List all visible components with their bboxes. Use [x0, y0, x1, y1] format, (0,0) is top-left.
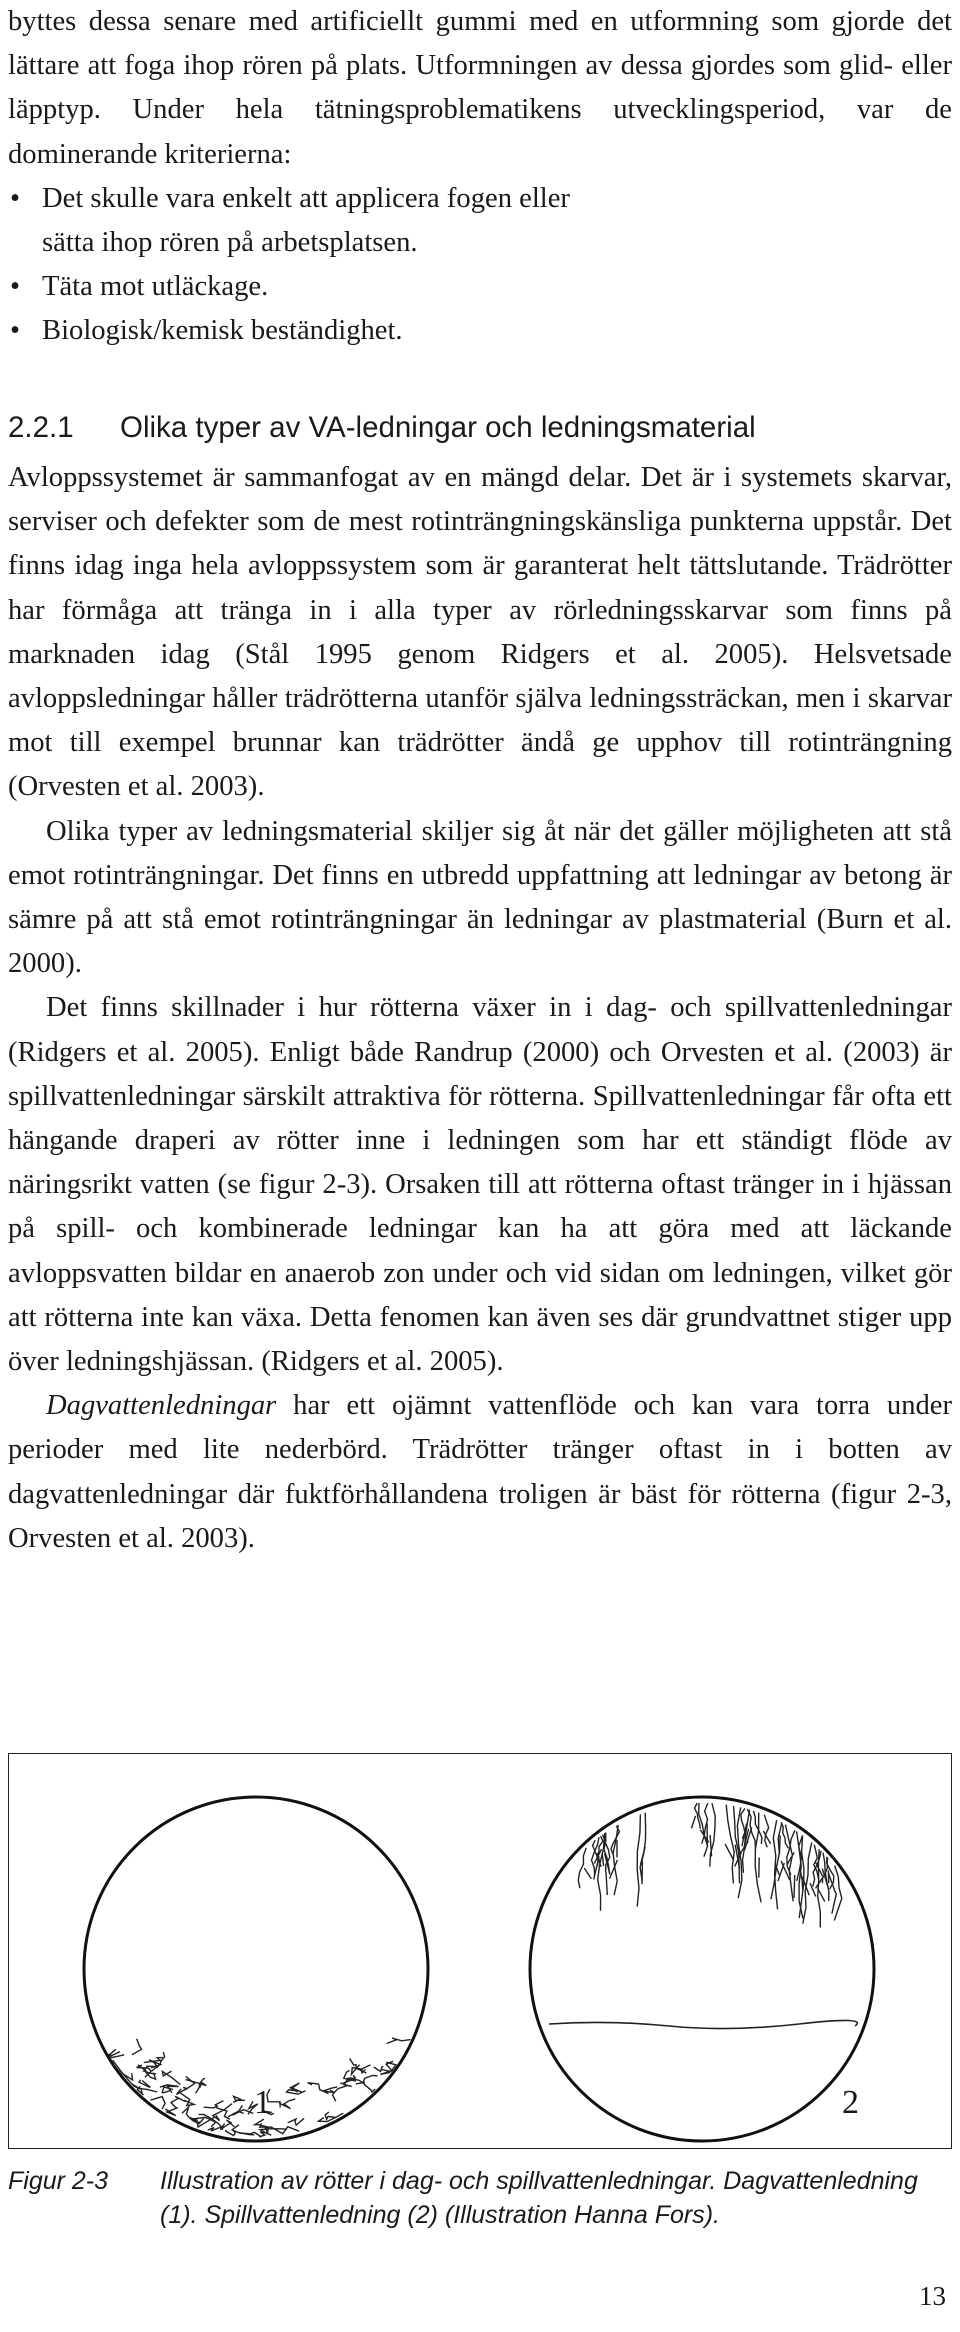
root-branch [606, 1872, 607, 1895]
root-strand [171, 2096, 185, 2107]
caption-text: Illustration av rötter i dag- och spillvattenledningar. Dagvattenledning (1). Spillvattenledning (2) (Illustration Hanna Fors). [160, 2167, 918, 2229]
section-heading [8, 411, 756, 445]
root-strand [204, 2101, 224, 2108]
criteria-item: • Biologisk/kemisk beständighet. [8, 309, 952, 353]
roots-hanging-icon [578, 1803, 842, 1928]
figure-label-2: 2 [842, 2084, 859, 2121]
root-strand [361, 2065, 371, 2073]
root-branch [832, 1893, 837, 1914]
root-branch [828, 1873, 835, 1894]
criteria-list [8, 177, 952, 354]
section-number: 2.2.1 [8, 411, 74, 444]
page-number: 13 [919, 2281, 946, 2311]
water-level-line [549, 2020, 857, 2028]
intro-paragraph: byttes dessa senare med artificiellt gummi med en utformning som gjorde det lättare att foga ihop rören på plats. Utformningen av dessa gjordes som glid- eller läpptyp. Under hela tätningsproblematikens utvecklingsperiod, var de dominerande kriterierna: [8, 6, 952, 170]
root-branch [602, 1853, 603, 1866]
root-strand [226, 2130, 236, 2136]
root-strand [814, 1845, 819, 1878]
root-strand [239, 2132, 260, 2136]
root-strand [726, 1805, 734, 1884]
root-strand [364, 2081, 375, 2092]
root-strand [233, 2096, 245, 2102]
root-strand [265, 2127, 300, 2134]
paragraph-dagvatten [8, 1384, 952, 1561]
root-strand [637, 1814, 640, 1906]
root-strand [186, 2080, 207, 2088]
root-strand [699, 1803, 708, 1857]
root-strand [288, 2118, 304, 2125]
root-strand [260, 2129, 287, 2133]
root-strand [165, 2108, 177, 2116]
root-branch [794, 1875, 795, 1898]
pipe-cross-section-2 [530, 1797, 874, 2141]
root-strand [132, 2039, 142, 2055]
root-strand [220, 2120, 234, 2130]
criteria-item: • Det skulle vara enkelt att applicera fogen eller sätta ihop rören på arbetsplatsen. [8, 177, 602, 265]
paragraph: Det finns skillnader i hur rötterna växer in i dag- och spillvattenledningar (Ridgers et al. 2005). Enligt både Randrup (2000) och Orvesten et al. (2003) är spillvattenledningar särskilt attraktiva för rötterna. Spillvattenledningar får ofta ett hängande draperi av rötter inne i ledningen som har ett ständigt flöde av näringsrikt vatten (se figur 2-3). Orsaken till att rötterna oftast tränger in i hjässan på spill- och kombinerade ledningar kan ha att göra med att läckande avloppsvatten bildar en anaerob zon under och vid sidan om ledningen, vilket gör att rötterna inte kan växa. Detta fenomen kan även ses där grundvattnet stiger upp över ledningshjässan. (Ridgers et al. 2005). [8, 992, 952, 1378]
pipe-illustration [9, 1754, 953, 2150]
figure-box [8, 1753, 952, 2149]
root-strand [387, 2038, 411, 2043]
root-strand [771, 1823, 782, 1900]
paragraph: Olika typer av ledningsmaterial skiljer sig åt när det gäller möjligheten att stå emot rotinträngningar. Det finns en utbredd uppfattning att ledningar av betong är sämre på att stå emot rotinträngningar än ledningar av plastmaterial (Burn et al. 2000). [8, 815, 952, 980]
root-strand [146, 2072, 156, 2079]
paragraph: Avloppssystemet är sammanfogat av en mängd delar. Det är i systemets skarvar, serviser och defekter som de mest rotinträngningskänsliga punkterna uppstår. Det finns idag inga hela avloppssystem som är garanterat helt tättslutande. Trädrötter har förmåga att tränga in i alla typer av rörledningsskarvar som finns på marknaden idag (Stål 1995 genom Ridgers et al. 2005). Helsvetsade avloppsledningar håller trädrötterna utanför själva ledningssträckan, men i skarvar mot till exempel brunnar kan trädrötter ändå ge upphov till rotinträngning (Orvesten et al. 2003). [8, 462, 952, 803]
root-strand [162, 2071, 180, 2085]
caption-label: Figur 2-3 [8, 2167, 109, 2195]
criteria-item: • Täta mot utläckage. [8, 265, 952, 309]
root-strand [139, 2080, 150, 2088]
body-text-main [8, 456, 952, 1561]
root-strand [279, 2099, 295, 2109]
root-branch [691, 1816, 695, 1829]
root-strand [287, 2090, 306, 2094]
paragraph-rest: har ett ojämnt vattenflöde och kan vara torra under perioder med lite nederbörd. Trädrötter tränger oftast in i botten av dagvattenledningar där fuktförhållandena troligen är bäst för rötterna (figur 2-3, Orvesten et al. 2003). [8, 1390, 952, 1554]
figure-label-1: 1 [254, 2084, 271, 2121]
body-text-top [8, 0, 952, 354]
root-strand [764, 1815, 768, 1848]
section-title: Olika typer av VA-ledningar och ledningsmaterial [120, 411, 756, 444]
root-strand [333, 2083, 348, 2102]
root-branch [584, 1868, 591, 1879]
term-dagvattenledningar: Dagvattenledningar [46, 1390, 277, 1422]
